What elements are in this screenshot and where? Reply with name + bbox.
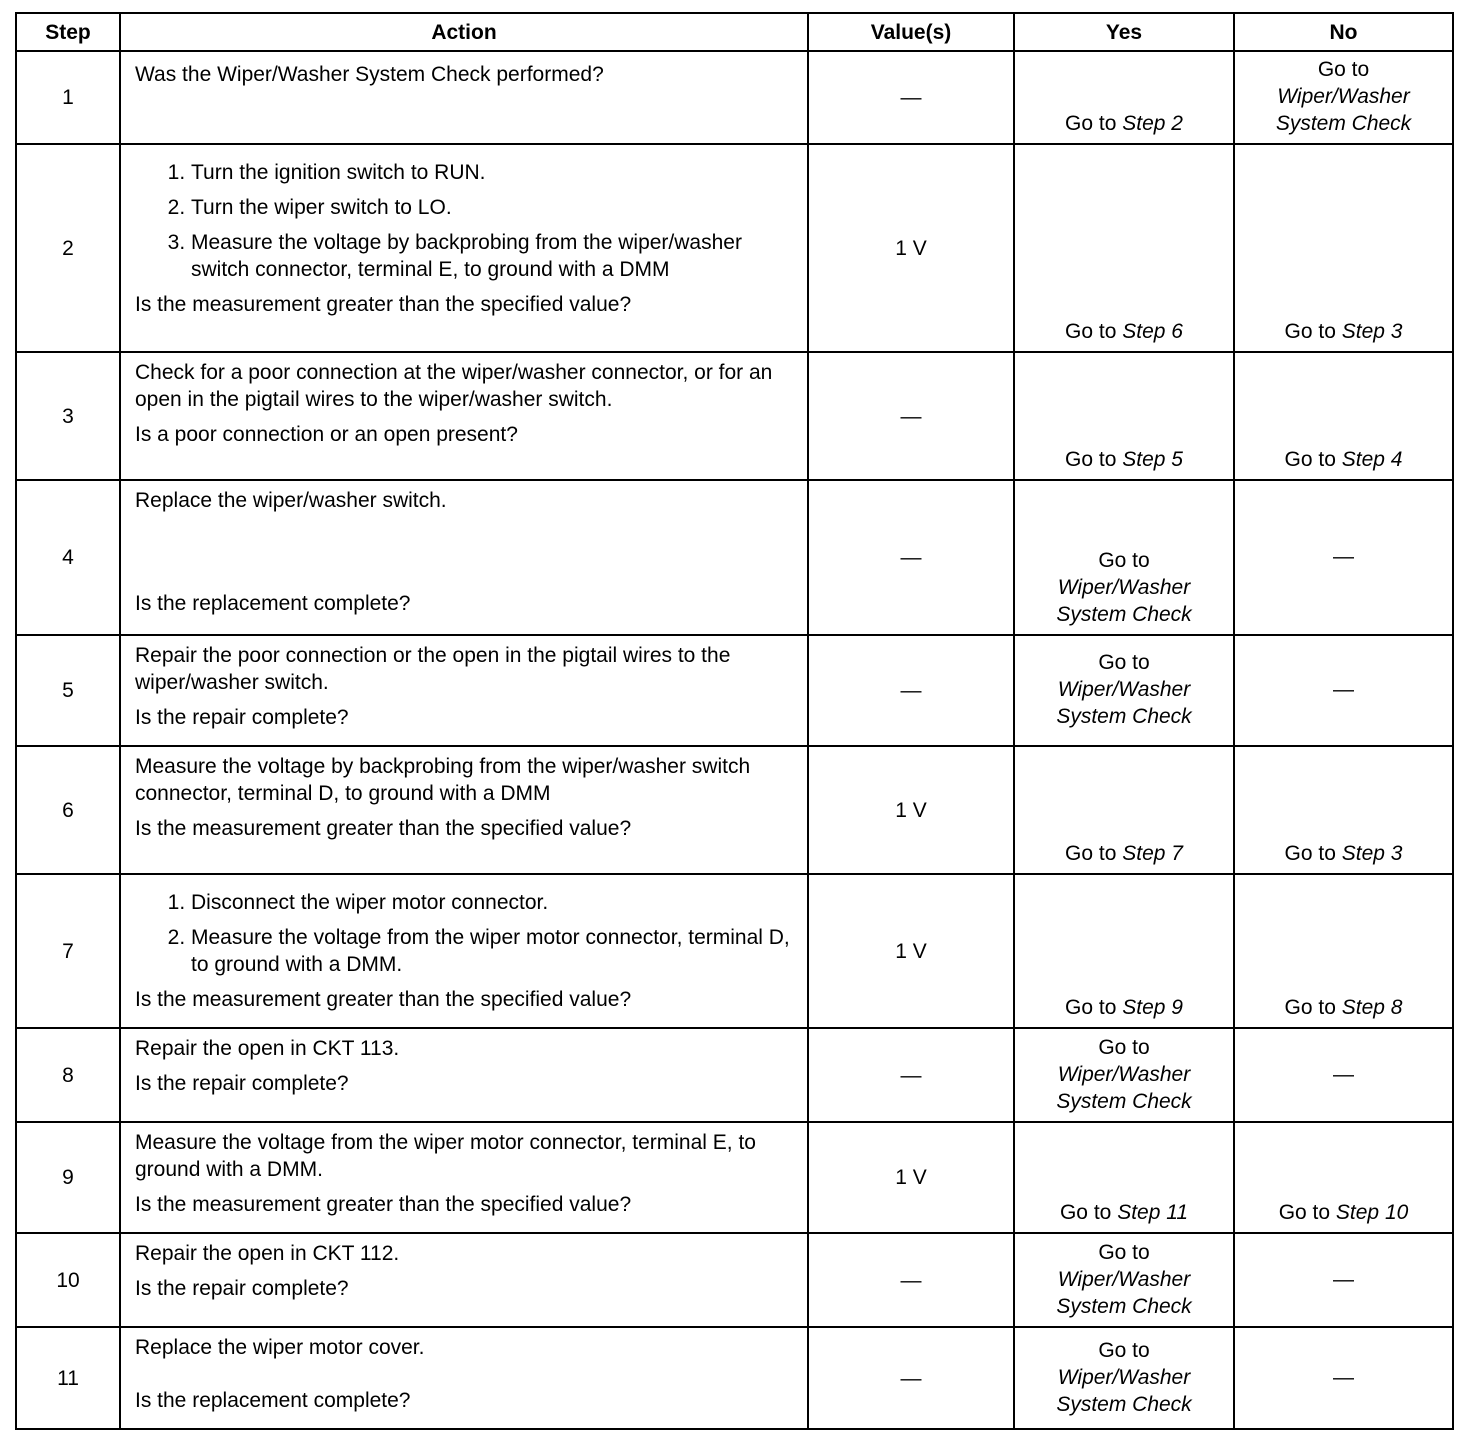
goto-target: Step 9 xyxy=(1122,996,1183,1019)
table-row xyxy=(16,874,1453,1028)
yes-cell xyxy=(1014,746,1234,874)
action-cell xyxy=(120,1122,808,1233)
goto-target: System Check xyxy=(1056,705,1192,728)
action-question: Is the measurement greater than the specified value? xyxy=(135,293,632,316)
goto-prefix: Go to xyxy=(1065,996,1117,1019)
value-cell: 1 V xyxy=(808,746,1014,874)
action-cell xyxy=(120,746,808,874)
goto-target: Step 11 xyxy=(1117,1201,1189,1224)
table-row xyxy=(16,746,1453,874)
table-row xyxy=(16,480,1453,635)
step-number: 8 xyxy=(16,1028,120,1122)
action-cell xyxy=(120,51,808,144)
value-cell: — xyxy=(808,352,1014,480)
value-cell: 1 V xyxy=(808,874,1014,1028)
action-cell xyxy=(120,144,808,352)
action-text: Repair the poor connection or the open in the pigtail wires to the wiper/washer switch. xyxy=(135,644,731,694)
step-number: 10 xyxy=(16,1233,120,1327)
action-question: Is the measurement greater than the specified value? xyxy=(135,1193,632,1216)
table-row xyxy=(16,1327,1453,1429)
header-no: No xyxy=(1234,13,1453,51)
goto-prefix: Go to xyxy=(1065,842,1117,865)
step-number: 2 xyxy=(16,144,120,352)
goto-target: Wiper/Washer xyxy=(1057,1267,1191,1291)
action-question: Is the repair complete? xyxy=(135,1072,349,1095)
table-row xyxy=(16,51,1453,144)
list-item: 3. Measure the voltage by backprobing from the wiper/washer switch connector, terminal E, to ground with a DMM xyxy=(191,229,795,283)
table-row xyxy=(16,635,1453,746)
goto-prefix: Go to xyxy=(1065,448,1117,471)
value-cell: 1 V xyxy=(808,144,1014,352)
header-step: Step xyxy=(16,13,120,51)
yes-cell xyxy=(1014,874,1234,1028)
action-steps-list xyxy=(135,889,795,978)
step-number: 3 xyxy=(16,352,120,480)
step-number: 6 xyxy=(16,746,120,874)
no-cell xyxy=(1234,746,1453,874)
goto-target: Step 10 xyxy=(1335,1201,1409,1224)
goto-prefix: Go to xyxy=(1098,1035,1150,1059)
value-cell: — xyxy=(808,51,1014,144)
goto-prefix: Go to xyxy=(1284,320,1336,343)
goto-prefix: Go to xyxy=(1278,1201,1331,1224)
goto-target: Step 3 xyxy=(1341,842,1403,865)
step-number: 5 xyxy=(16,635,120,746)
goto-target: System Check xyxy=(1056,1089,1192,1113)
goto-target: Wiper/Washer xyxy=(1057,678,1191,701)
goto-target: System Check xyxy=(1056,1392,1192,1416)
step-number: 9 xyxy=(16,1122,120,1233)
list-item: 1. Disconnect the wiper motor connector. xyxy=(191,889,795,916)
goto-prefix: Go to xyxy=(1284,448,1336,471)
value-cell: 1 V xyxy=(808,1122,1014,1233)
goto-prefix: Go to xyxy=(1065,320,1117,343)
list-item: 2. Turn the wiper switch to LO. xyxy=(191,194,795,221)
step-number: 4 xyxy=(16,480,120,635)
action-question: Is the repair complete? xyxy=(135,706,349,729)
goto-prefix: Go to xyxy=(1317,58,1370,81)
yes-cell xyxy=(1014,480,1234,635)
table-row xyxy=(16,144,1453,352)
value-cell: — xyxy=(808,1028,1014,1122)
action-question: Is the repair complete? xyxy=(135,1277,349,1300)
goto-prefix: Go to xyxy=(1065,112,1117,135)
header-yes: Yes xyxy=(1014,13,1234,51)
step-number: 11 xyxy=(16,1327,120,1429)
yes-cell xyxy=(1014,1122,1234,1233)
action-text: Replace the wiper/washer switch. xyxy=(135,489,447,512)
action-text: Repair the open in CKT 113. xyxy=(135,1037,400,1060)
yes-cell xyxy=(1014,1233,1234,1327)
yes-cell xyxy=(1014,51,1234,144)
table-row xyxy=(16,1028,1453,1122)
step-number: 7 xyxy=(16,874,120,1028)
value-cell: — xyxy=(808,635,1014,746)
goto-target: System Check xyxy=(1275,112,1412,135)
goto-prefix: Go to xyxy=(1284,996,1336,1019)
value-cell: — xyxy=(808,1233,1014,1327)
table-row xyxy=(16,352,1453,480)
action-question: Is a poor connection or an open present? xyxy=(135,423,518,446)
no-cell xyxy=(1234,51,1453,144)
table-row xyxy=(16,1122,1453,1233)
yes-cell xyxy=(1014,1028,1234,1122)
value-cell: — xyxy=(808,480,1014,635)
goto-target: Step 4 xyxy=(1341,448,1403,471)
action-question: Is the measurement greater than the specified value? xyxy=(135,817,632,840)
value-cell: — xyxy=(808,1327,1014,1429)
goto-prefix: Go to xyxy=(1284,842,1336,865)
action-cell xyxy=(120,635,808,746)
goto-target: Step 6 xyxy=(1122,320,1183,343)
no-cell: — xyxy=(1234,635,1453,746)
goto-prefix: Go to xyxy=(1098,1338,1150,1362)
goto-target: System Check xyxy=(1056,1294,1192,1318)
no-cell xyxy=(1234,352,1453,480)
action-steps-list xyxy=(135,159,795,283)
action-text: Measure the voltage from the wiper motor connector, terminal E, to ground with a DMM. xyxy=(135,1131,756,1181)
header-row xyxy=(16,13,1453,51)
goto-prefix: Go to xyxy=(1059,1201,1112,1224)
goto-target: Wiper/Washer xyxy=(1057,576,1191,599)
goto-target: Step 7 xyxy=(1122,842,1183,865)
goto-target: Step 8 xyxy=(1341,996,1403,1019)
yes-cell xyxy=(1014,144,1234,352)
header-action: Action xyxy=(120,13,808,51)
no-cell xyxy=(1234,144,1453,352)
goto-target: Wiper/Washer xyxy=(1057,1365,1191,1389)
yes-cell xyxy=(1014,352,1234,480)
action-cell xyxy=(120,352,808,480)
goto-target: Step 5 xyxy=(1122,448,1183,471)
goto-target: Step 3 xyxy=(1341,320,1403,343)
list-item: 2. Measure the voltage from the wiper motor connector, terminal D, to ground with a DMM. xyxy=(191,924,795,978)
goto-prefix: Go to xyxy=(1098,651,1150,674)
no-cell: — xyxy=(1234,480,1453,635)
no-cell xyxy=(1234,1122,1453,1233)
list-item: 1. Turn the ignition switch to RUN. xyxy=(191,159,795,186)
action-question: Is the measurement greater than the specified value? xyxy=(135,988,632,1011)
goto-target: Step 2 xyxy=(1122,112,1183,135)
action-text: Measure the voltage by backprobing from the wiper/washer switch connector, terminal D, to ground with a DMM xyxy=(135,755,751,805)
yes-cell xyxy=(1014,1327,1234,1429)
goto-target: System Check xyxy=(1056,603,1192,626)
yes-cell xyxy=(1014,635,1234,746)
step-number: 1 xyxy=(16,51,120,144)
action-text: Repair the open in CKT 112. xyxy=(135,1242,400,1265)
action-cell xyxy=(120,480,808,635)
diagnostic-table xyxy=(15,12,1454,1430)
goto-target: Wiper/Washer xyxy=(1057,1062,1191,1086)
action-cell xyxy=(120,1028,808,1122)
action-question: Is the replacement complete? xyxy=(135,1389,411,1412)
action-cell xyxy=(120,1327,808,1429)
no-cell: — xyxy=(1234,1028,1453,1122)
action-cell xyxy=(120,1233,808,1327)
goto-prefix: Go to xyxy=(1098,1240,1150,1264)
goto-prefix: Go to xyxy=(1098,549,1150,572)
action-cell xyxy=(120,874,808,1028)
action-text: Was the Wiper/Washer System Check performed? xyxy=(135,63,604,86)
table-row xyxy=(16,1233,1453,1327)
action-question: Is the replacement complete? xyxy=(135,592,411,615)
goto-target: Wiper/Washer xyxy=(1277,85,1410,108)
no-cell: — xyxy=(1234,1233,1453,1327)
no-cell: — xyxy=(1234,1327,1453,1429)
action-text: Check for a poor connection at the wiper/washer connector, or for an open in the pigtail wires to the wiper/washer switch. xyxy=(135,361,773,411)
action-text: Replace the wiper motor cover. xyxy=(135,1336,425,1359)
no-cell xyxy=(1234,874,1453,1028)
header-values: Value(s) xyxy=(808,13,1014,51)
